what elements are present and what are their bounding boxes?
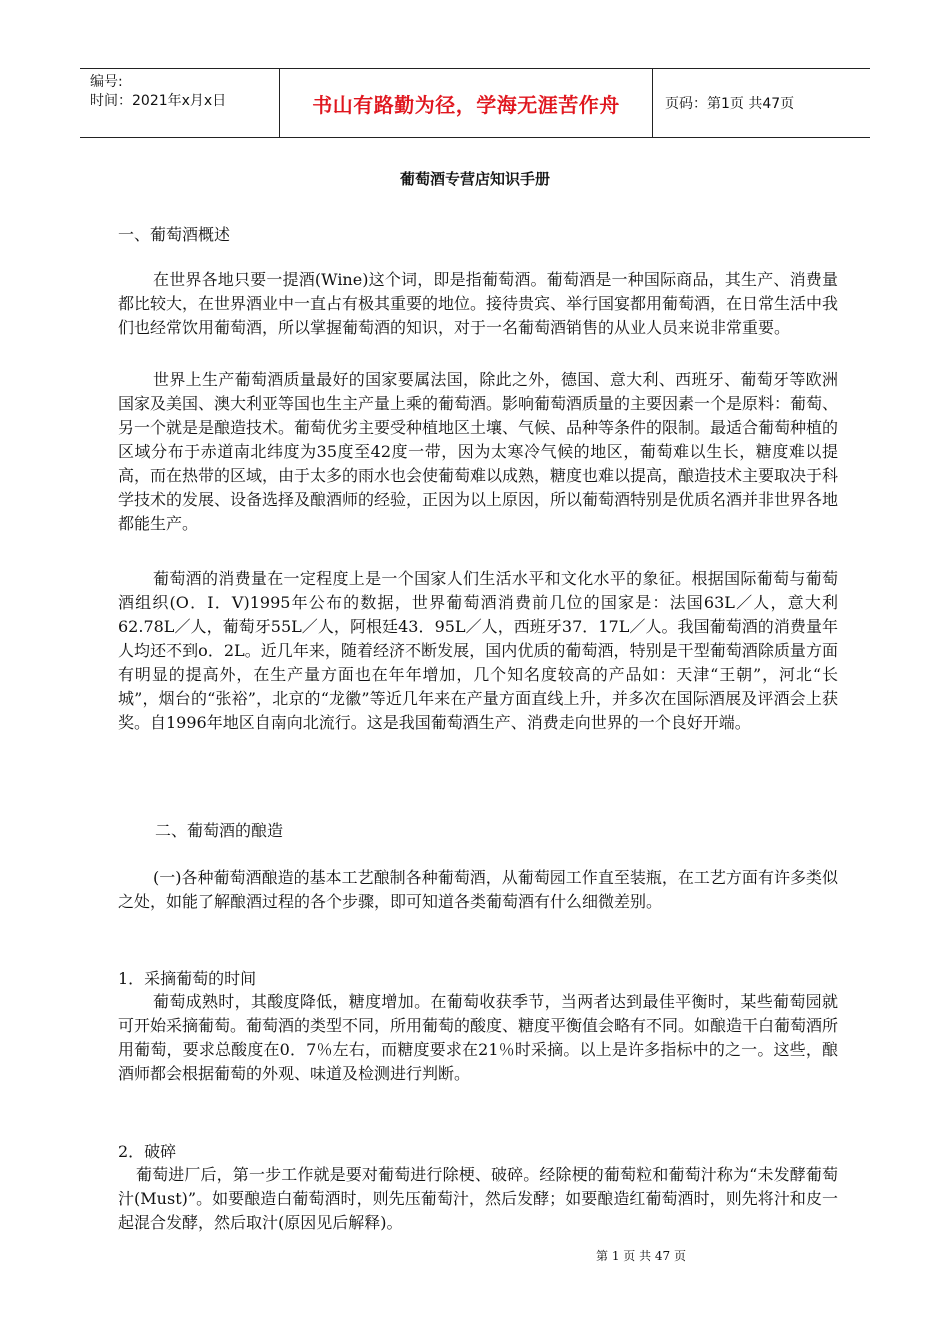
header-page-info: 页码：第1页 共47页 — [665, 96, 795, 112]
paragraph: 葡萄进厂后，第一步工作就是要对葡萄进行除梗、破碎。经除梗的葡萄粒和葡萄汁称为“未发酵葡萄汁(Must)”。如要酿造白葡萄酒时，则先压葡萄汁，然后发酵；如要酿造红葡萄酒时，则先将汁和皮一起混合发酵，然后取汁(原因见后解释)。 — [118, 1165, 838, 1232]
header-table — [80, 68, 870, 138]
subsection-heading-crushing: 2．破碎 — [118, 1142, 177, 1161]
page-footer: 第 1 页 共 47 页 — [596, 1249, 686, 1263]
header-meta-cell — [80, 69, 280, 137]
subsection-heading-harvest: 1．采摘葡萄的时间 — [118, 969, 257, 988]
section-heading-brewing: 二、葡萄酒的酿造 — [155, 821, 284, 840]
document-title: 葡萄酒专营店知识手册 — [399, 170, 550, 188]
document-number-label: 编号: — [90, 74, 123, 90]
paragraph: 葡萄成熟时，其酸度降低，糖度增加。在葡萄收获季节，当两者达到最佳平衡时，某些葡萄园就可开始采摘葡萄。葡萄酒的类型不同，所用葡萄的酸度、糖度平衡值会略有不同。如酿造干白葡萄酒所用葡萄，要求总酸度在0．7％左右，而糖度要求在21％时采摘。以上是许多指标中的之一。这些，酿酒师都会根据葡萄的外观、味道及检测进行判断。 — [118, 992, 839, 1083]
paragraph: 世界上生产葡萄酒质量最好的国家要属法国，除此之外，德国、意大利、西班牙、葡萄牙等欧洲国家及美国、澳大利亚等国也生主产量上乘的葡萄酒。影响葡萄酒质量的主要因素一个是原料：葡萄、另一个就是是酿造技术。葡萄优劣主要受种植地区土壤、气候、品种等条件的限制。最适合葡萄种植的区域分布于赤道南北纬度为35度至42度一带，因为太寒冷气候的地区，葡萄难以生长，糖度难以提高，而在热带的区域，由于太多的雨水也会使葡萄难以成熟，糖度也难以提高，酿造技术主要取决于科学技术的发展、设备选择及酿酒师的经验，正因为以上原因，所以葡萄酒特别是优质名酒并非世界各地都能生产。 — [118, 370, 839, 533]
section-heading-overview: 一、葡萄酒概述 — [118, 225, 231, 244]
paragraph: 在世界各地只要一提酒(Wine)这个词，即是指葡萄酒。葡萄酒是一种国际商品，其生产、消费量都比较大，在世界酒业中一直占有极其重要的地位。接待贵宾、举行国宴都用葡萄酒，在日常生活中我们也经常饮用葡萄酒，所以掌握葡萄酒的知识，对于一名葡萄酒销售的从业人员来说非常重要。 — [118, 270, 839, 337]
header-motto: 书山有路勤为径，学海无涯苦作舟 — [280, 69, 653, 137]
paragraph: (一)各种葡萄酒酿造的基本工艺酿制各种葡萄酒，从葡萄园工作直至装瓶，在工艺方面有许多类似之处，如能了解酿酒过程的各个步骤，即可知道各类葡萄酒有什么细微差别。 — [118, 868, 838, 911]
paragraph: 葡萄酒的消费量在一定程度上是一个国家人们生活水平和文化水平的象征。根据国际葡萄与葡萄酒组织(O．I．V)1995年公布的数据，世界葡萄酒消费前几位的国家是：法国63L／人，意大利62.78L／人，葡萄牙55L／人，阿根廷43．95L／人，西班牙37．17L／人。我国葡萄酒的消费量年人均还不到o．2L。近几年来，随着经济不断发展，国内优质的葡萄酒，特别是干型葡萄酒除质量方面有明显的提高外，在生产量方面也在年年增加，几个知名度较高的产品如：天津“王朝”，河北“长城”，烟台的“张裕”，北京的“龙徽”等近几年来在产量方面直线上升，并多次在国际酒展及评酒会上获奖。自1996年地区自南向北流行。这是我国葡萄酒生产、消费走向世界的一个良好开端。 — [118, 569, 838, 732]
document-time-label: 时间：2021年x月x日 — [90, 93, 227, 109]
